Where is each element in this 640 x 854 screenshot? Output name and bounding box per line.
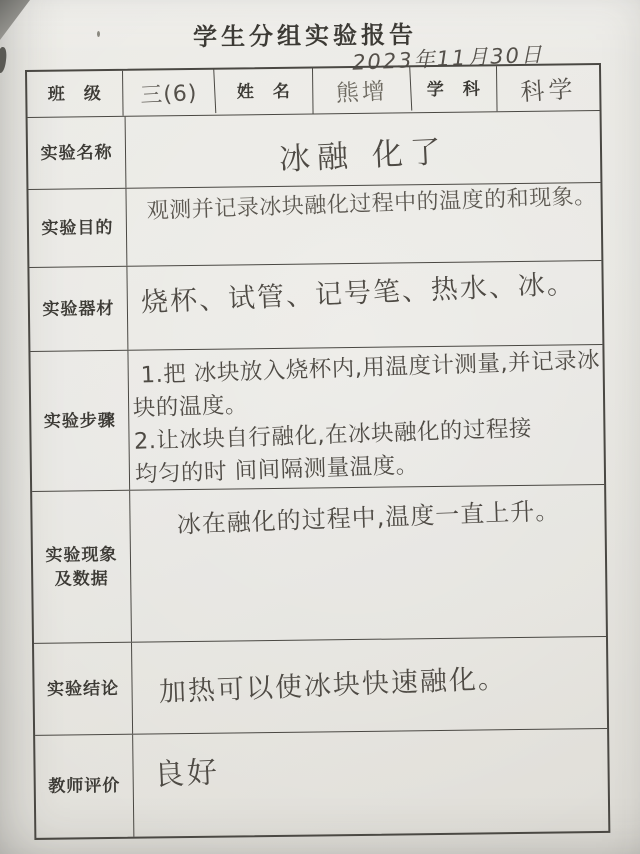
steps-line-2: 块的温度。: [132, 391, 249, 422]
name-label: 姓 名: [215, 68, 314, 114]
phenomena-value: 冰在融化的过程中,温度一直上升。: [176, 496, 561, 539]
table-row-equipment: [29, 261, 602, 352]
name-value: 熊增: [312, 66, 412, 116]
report-table: [25, 63, 610, 840]
steps-line-4: 均匀的时 间间隔测量温度。: [134, 452, 420, 488]
table-row-phenomena: [32, 485, 606, 644]
experiment-name-label: 实验名称: [28, 117, 127, 189]
purpose-value: 观测并记录冰块融化过程中的温度的和现象。: [146, 184, 598, 225]
experiment-name-value: 冰融 化了: [278, 133, 449, 178]
table-row-purpose: [28, 183, 601, 268]
table-row-experiment-name: [28, 111, 601, 190]
purpose-label: 实验目的: [28, 189, 127, 267]
steps-line-1: 1.把 冰块放入烧杯内,用温度计测量,并记录冰: [140, 347, 601, 389]
class-label: 班 级: [27, 71, 124, 117]
class-value: 三(6): [122, 68, 216, 117]
steps-label: 实验步骤: [30, 351, 130, 491]
subject-value: 科学: [519, 74, 578, 107]
table-row-teacher-evaluation: [35, 729, 608, 838]
equipment-value: 烧杯、试管、记号笔、热水、冰。: [140, 268, 577, 319]
steps-value: [127, 340, 623, 492]
phenomena-label-line2: 及数据: [54, 568, 109, 589]
table-row-steps: [30, 345, 604, 492]
table-row-conclusion: [34, 637, 607, 736]
phenomena-label: [32, 491, 132, 643]
teacher-evaluation-value: 良好: [153, 754, 221, 794]
page-title: 学生分组实验报告: [192, 21, 418, 52]
conclusion-value: 加热可以使冰块快速融化。: [158, 663, 508, 709]
teacher-evaluation-label: 教师评价: [35, 735, 134, 838]
subject-label: 学 科: [411, 66, 498, 112]
phenomena-label-line1: 实验现象: [45, 544, 118, 565]
steps-line-3: 2.让冰块自行融化,在冰块融化的过程接: [133, 415, 533, 455]
conclusion-label: 实验结论: [34, 643, 133, 735]
equipment-label: 实验器材: [29, 267, 128, 351]
report-date: 2023年11月30日: [351, 42, 545, 75]
